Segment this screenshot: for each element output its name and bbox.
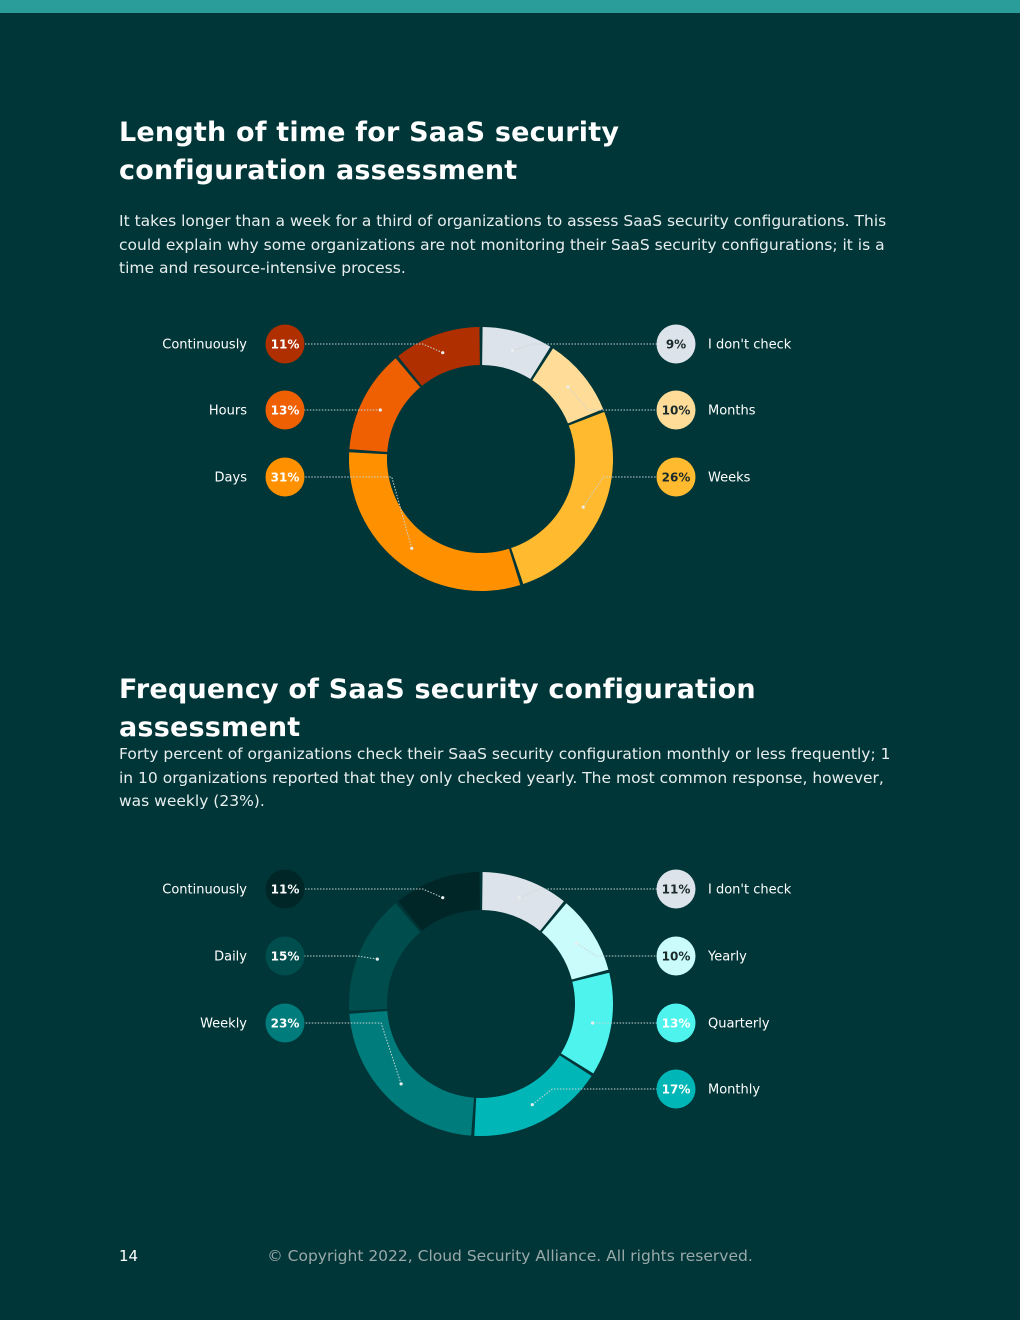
value-label: 11% (270, 882, 300, 897)
value-label: 26% (661, 470, 691, 485)
category-label: Continuously (162, 882, 247, 898)
leader-dot (399, 1082, 402, 1085)
category-label: Hours (208, 403, 247, 419)
donut-slice-days (349, 452, 520, 591)
category-label: Weeks (708, 470, 751, 486)
leader-dot (518, 896, 521, 899)
value-label: 23% (270, 1016, 300, 1031)
legend-item-quarterly (591, 1004, 770, 1043)
category-label: Quarterly (708, 1016, 770, 1032)
leader-dot (566, 385, 569, 388)
donut-chart-length (0, 300, 1020, 620)
value-label: 17% (661, 1082, 691, 1097)
section-title-length: Length of time for SaaS security configuration assessment (119, 117, 620, 186)
category-label: Yearly (708, 949, 747, 965)
category-label: Daily (214, 949, 247, 965)
leader-dot (582, 506, 585, 509)
leader-dot (531, 1103, 534, 1106)
top-accent-bar (0, 0, 1020, 13)
leader-dot (379, 408, 382, 411)
value-label: 10% (661, 403, 691, 418)
category-label: I don't check (708, 882, 792, 898)
category-label: I don't check (708, 337, 792, 353)
donut-slice-weekly (349, 1011, 474, 1136)
leader-dot (376, 958, 379, 961)
value-label: 11% (270, 337, 300, 352)
donut-slice-weeks (511, 412, 613, 584)
leader-dot (575, 942, 578, 945)
value-label: 13% (270, 403, 300, 418)
copyright-notice: © Copyright 2022, Cloud Security Alliance. All rights reserved. (267, 1247, 753, 1265)
category-label: Monthly (708, 1082, 761, 1098)
leader-dot (441, 351, 444, 354)
value-label: 10% (661, 949, 691, 964)
section-description-frequency: Forty percent of organizations check their SaaS security configuration monthly or less frequently; 1 in 10 organizations reported that they only checked yearly. The most common response, however, was weekly (23%). (119, 745, 891, 810)
section-description-length: It takes longer than a week for a third of organizations to assess SaaS security configurations. This could explain why some organizations are not monitoring their SaaS security configurations; it is a time and resource-intensive process. (119, 212, 887, 277)
leader-dot (441, 896, 444, 899)
leader-dot (511, 349, 514, 352)
category-label: Days (214, 470, 247, 486)
donut-chart-frequency (0, 845, 1020, 1165)
category-label: Weekly (200, 1016, 247, 1032)
section-title-frequency: Frequency of SaaS security configuration assessment (119, 674, 756, 743)
donut-slice-daily (349, 903, 420, 1010)
value-label: 13% (661, 1016, 691, 1031)
leader-dot (591, 1021, 594, 1024)
value-label: 11% (661, 882, 691, 897)
value-label: 15% (270, 949, 300, 964)
value-label: 9% (665, 337, 687, 352)
page-number: 14 (119, 1247, 139, 1265)
value-label: 31% (270, 470, 300, 485)
leader-dot (410, 547, 413, 550)
donut-slice-monthly (474, 1055, 591, 1136)
category-label: Months (708, 403, 756, 419)
donut-slice-hours (349, 358, 420, 452)
category-label: Continuously (162, 337, 247, 353)
